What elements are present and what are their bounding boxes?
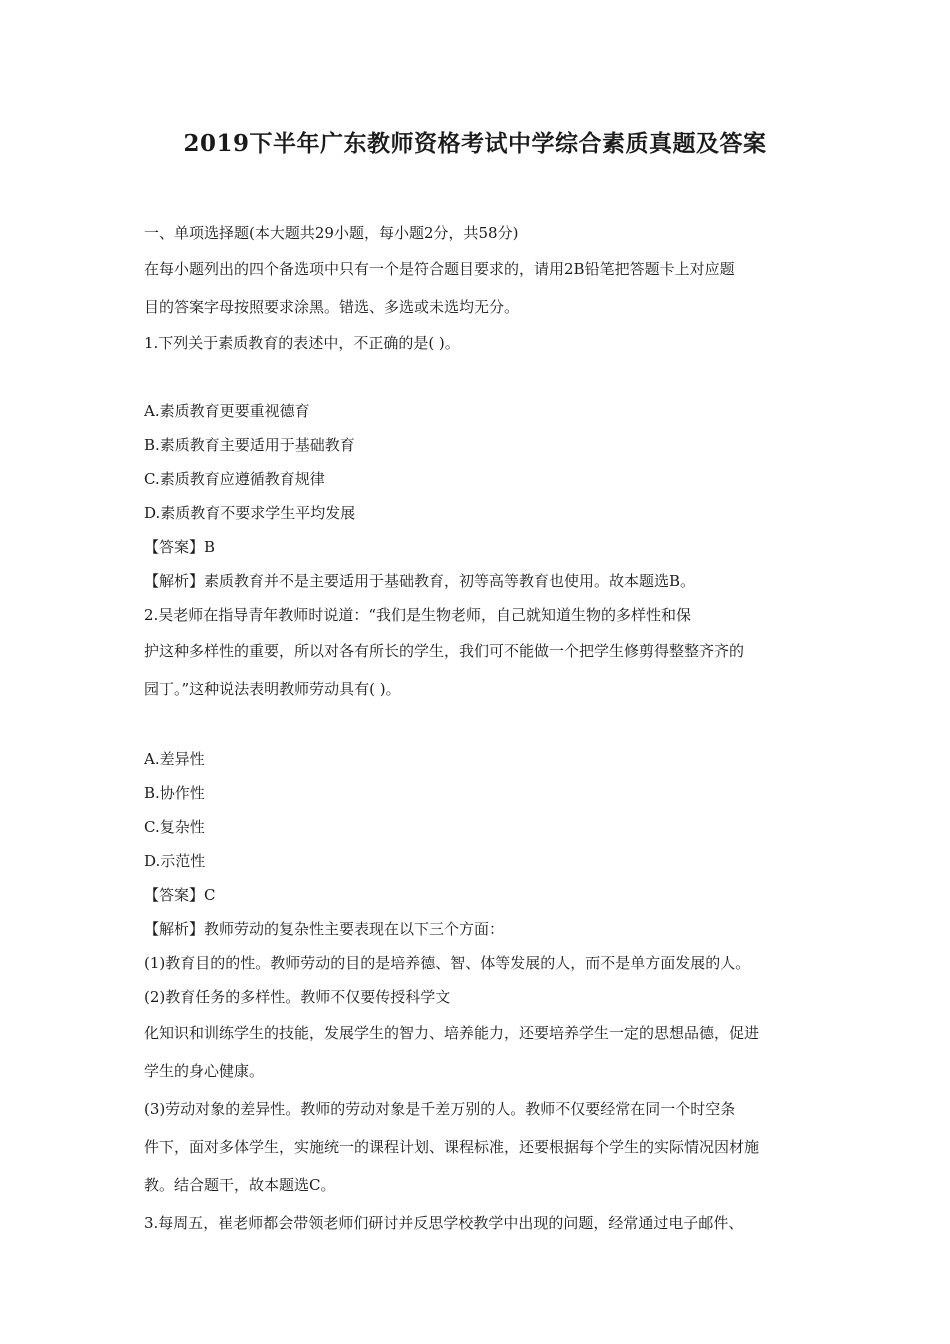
question-2-analysis-line: 学生的身心健康。 <box>144 1062 265 1080</box>
question-2-analysis-line: (2)教育任务的多样性。教师不仅要传授科学文 <box>144 988 451 1006</box>
instruction-line: 目的答案字母按照要求涂黑。错选、多选或未选均无分。 <box>144 298 520 316</box>
question-1-answer: 【答案】B <box>144 538 216 556</box>
question-1-option-a: A.素质教育更要重视德育 <box>144 402 310 420</box>
question-1-analysis: 【解析】素质教育并不是主要适用于基础教育，初等高等教育也使用。故本题选B。 <box>144 572 696 590</box>
question-2-stem-line: 园丁。”这种说法表明教师劳动具有( )。 <box>144 680 401 698</box>
question-2-option-c: C.复杂性 <box>144 818 205 836</box>
question-2-option-b: B.协作性 <box>144 784 205 802</box>
document-body <box>144 216 816 1242</box>
question-1-option-d: D.素质教育不要求学生平均发展 <box>144 504 356 522</box>
question-1-stem: 1.下列关于素质教育的表述中，不正确的是( )。 <box>144 334 460 352</box>
question-3-stem: 3.每周五，崔老师都会带领老师们研讨并反思学校教学中出现的问题，经常通过电子邮件、 <box>144 1214 744 1232</box>
document-title: 2019下半年广东教师资格考试中学综合素质真题及答案 <box>183 130 767 157</box>
question-2-analysis-line: 件下，面对多体学生，实施统一的课程计划、课程标准，还要根据每个学生的实际情况因材施 <box>144 1138 760 1156</box>
question-2-analysis-line: (1)教育目的的性。教师劳动的目的是培养德、智、体等发展的人，而不是单方面发展的人。 <box>144 954 751 972</box>
question-2-analysis-line: 化知识和训练学生的技能，发展学生的智力、培养能力，还要培养学生一定的思想品德，促进 <box>144 1024 760 1042</box>
section-heading: 一、单项选择题(本大题共29小题，每小题2分，共58分) <box>144 224 519 242</box>
question-2-analysis-line: (3)劳动对象的差异性。教师的劳动对象是千差万别的人。教师不仅要经常在同一个时空条 <box>144 1100 736 1118</box>
question-1-option-c: C.素质教育应遵循教育规律 <box>144 470 325 488</box>
question-2-stem-line: 护这种多样性的重要，所以对各有所长的学生，我们可不能做一个把学生修剪得整整齐齐的 <box>144 642 745 660</box>
question-2-analysis-line: 教。结合题干，故本题选C。 <box>144 1176 336 1194</box>
question-2-option-a: A.差异性 <box>144 750 205 768</box>
question-1-option-b: B.素质教育主要适用于基础教育 <box>144 436 355 454</box>
question-2-option-d: D.示范性 <box>144 852 206 870</box>
question-2-answer: 【答案】C <box>144 886 216 904</box>
question-2-analysis-line: 【解析】教师劳动的复杂性主要表现在以下三个方面： <box>144 920 505 938</box>
instruction-line: 在每小题列出的四个备选项中只有一个是符合题目要求的，请用2B铅笔把答题卡上对应题 <box>144 260 735 278</box>
question-2-stem-line: 2.吴老师在指导青年教师时说道：“我们是生物老师，自己就知道生物的多样性和保 <box>144 606 691 624</box>
